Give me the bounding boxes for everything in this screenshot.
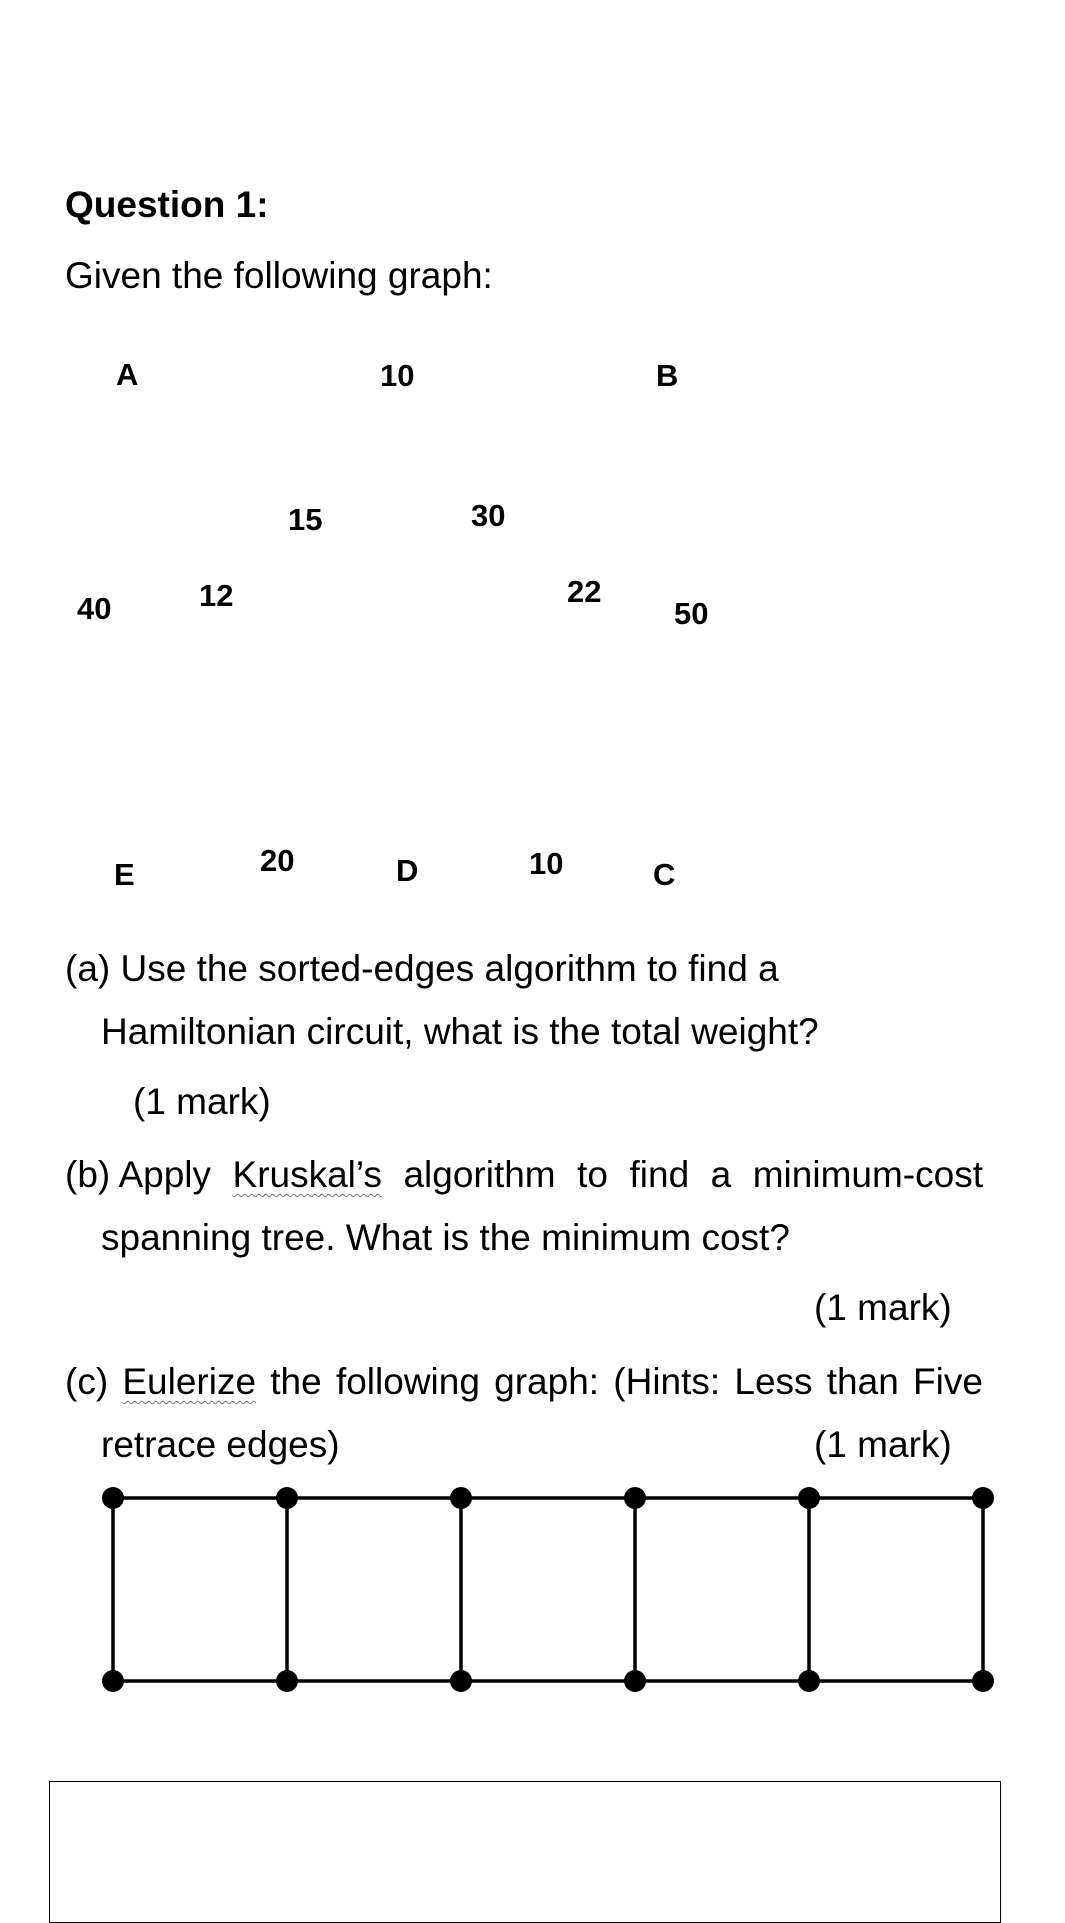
vertex-label-e: E bbox=[114, 857, 135, 892]
part-b-mark: (1 mark) bbox=[814, 1287, 952, 1328]
part-c-mark: (1 mark) bbox=[814, 1424, 952, 1465]
part-c-word: than bbox=[826, 1361, 899, 1402]
part-c-word: Less bbox=[734, 1361, 813, 1402]
part-a-line2: Hamiltonian circuit, what is the total weight? bbox=[101, 1011, 819, 1052]
part-a-line1: (a) Use the sorted-edges algorithm to find a bbox=[65, 948, 779, 989]
vertex-label-c: C bbox=[653, 857, 676, 892]
vertex-label-d: D bbox=[396, 853, 419, 888]
ladder-vertex-bottom-4 bbox=[624, 1670, 646, 1692]
ladder-vertex-top-6 bbox=[972, 1487, 994, 1509]
edge-weight-ae: 40 bbox=[77, 591, 112, 626]
part-c-word: Five bbox=[913, 1361, 983, 1402]
edge-weight-30: 30 bbox=[471, 498, 506, 533]
part-b-word: algorithm bbox=[403, 1154, 556, 1195]
part-b-word: a bbox=[710, 1154, 732, 1195]
vertex-label-b: B bbox=[656, 358, 679, 393]
part-c-word: the bbox=[270, 1361, 322, 1402]
part-c-prefix: (c) bbox=[65, 1361, 109, 1402]
question-heading: Question 1: bbox=[65, 184, 269, 225]
part-b-line2: spanning tree. What is the minimum cost? bbox=[101, 1217, 790, 1258]
part-c-word: following bbox=[335, 1361, 480, 1402]
part-b-word: minimum-cost bbox=[752, 1154, 983, 1195]
part-c-line2: retrace edges) bbox=[101, 1424, 340, 1465]
spellcheck-word-eulerize: Eulerize bbox=[122, 1361, 257, 1402]
ladder-vertex-top-1 bbox=[102, 1487, 124, 1509]
edge-weight-bc: 50 bbox=[674, 596, 709, 631]
edge-weight-12: 12 bbox=[199, 578, 234, 613]
edge-weight-dc: 10 bbox=[529, 846, 564, 881]
part-c-word: graph: bbox=[494, 1361, 600, 1402]
answer-box bbox=[49, 1781, 1001, 1923]
ladder-vertex-top-3 bbox=[450, 1487, 472, 1509]
ladder-vertex-top-2 bbox=[276, 1487, 298, 1509]
edge-weight-15: 15 bbox=[288, 502, 323, 537]
ladder-vertex-bottom-3 bbox=[450, 1670, 472, 1692]
part-b-word: to bbox=[577, 1154, 608, 1195]
ladder-vertex-bottom-6 bbox=[972, 1670, 994, 1692]
ladder-vertex-bottom-5 bbox=[798, 1670, 820, 1692]
vertex-label-a: A bbox=[116, 357, 139, 392]
edge-weight-ed: 20 bbox=[260, 843, 295, 878]
edge-weight-22: 22 bbox=[567, 574, 602, 609]
ladder-vertex-top-4 bbox=[624, 1487, 646, 1509]
part-c-word: (Hints: bbox=[613, 1361, 721, 1402]
spellcheck-word-kruskals: Kruskal’s bbox=[232, 1154, 382, 1195]
question-intro: Given the following graph: bbox=[65, 255, 493, 296]
part-a-mark: (1 mark) bbox=[133, 1081, 271, 1122]
part-b-word: find bbox=[629, 1154, 690, 1195]
ladder-vertex-bottom-2 bbox=[276, 1670, 298, 1692]
part-b-prefix: (b) Apply bbox=[65, 1154, 212, 1195]
ladder-vertex-top-5 bbox=[798, 1487, 820, 1509]
edge-weight-ab: 10 bbox=[380, 358, 415, 393]
ladder-vertex-bottom-1 bbox=[102, 1670, 124, 1692]
